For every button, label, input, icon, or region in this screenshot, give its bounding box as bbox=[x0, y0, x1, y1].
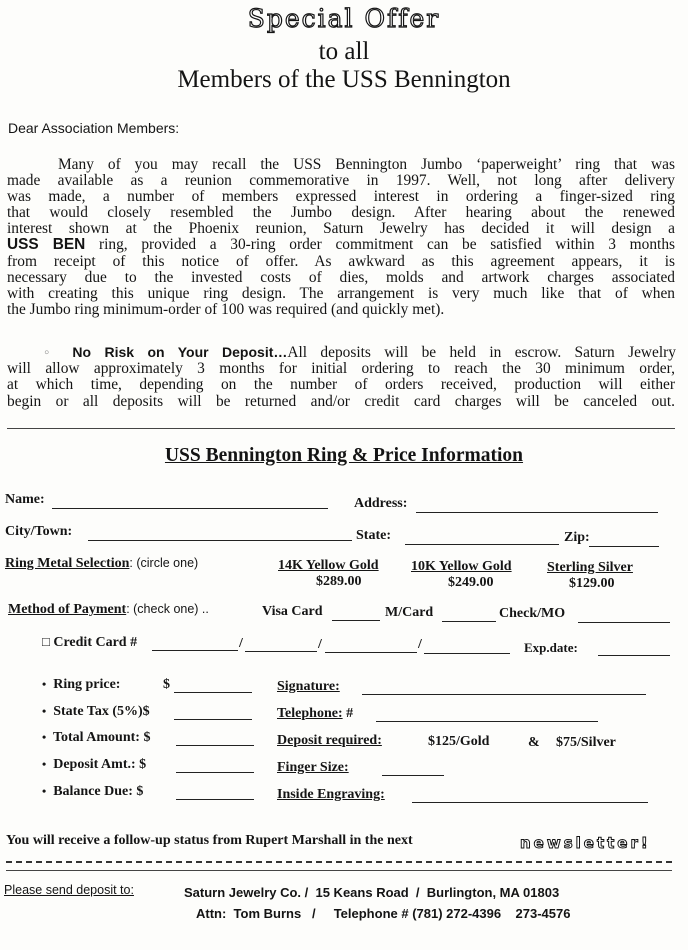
ring-metal-label: Ring Metal Selection bbox=[5, 556, 130, 571]
divider-bottom bbox=[6, 870, 672, 871]
para2-line3: at which time, depending on the number of orders received, production will either bbox=[7, 376, 675, 393]
metal-silver-price: $129.00 bbox=[569, 576, 615, 591]
para1-line8: necessary due to the invested costs of dies, molds and artwork charges associated bbox=[7, 269, 675, 286]
ring-metal-row bbox=[5, 556, 198, 572]
checkmo-label: Check/MO bbox=[499, 606, 566, 621]
bullet-icon: • bbox=[42, 704, 47, 718]
metal-silver-option[interactable]: Sterling Silver bbox=[547, 560, 633, 575]
metal-10k-price: $249.00 bbox=[448, 575, 494, 590]
footer-attn: Attn: Tom Burns / Telephone # (781) 272-4396 273-4576 bbox=[196, 906, 571, 921]
ring-price-dollar: $ bbox=[163, 677, 170, 692]
title-members: Members of the USS Bennington bbox=[177, 66, 511, 93]
telephone-field[interactable] bbox=[376, 721, 598, 722]
para1-line2: made available as a reunion commemorative in 1997. Well, not long after delivery bbox=[7, 172, 675, 189]
para1-line3: was made, a number of members expressed interest in ordering a finger-sized ring bbox=[7, 188, 675, 205]
metal-10k-option[interactable]: 10K Yellow Gold bbox=[411, 559, 512, 574]
total-field[interactable] bbox=[176, 745, 254, 746]
bullet-icon: • bbox=[42, 730, 47, 744]
para1-line1: Many of you may recall the USS Bennington Jumbo ‘paperweight’ ring that was bbox=[58, 156, 675, 173]
cc-slash-3: / bbox=[418, 637, 422, 652]
visa-check-field[interactable] bbox=[332, 620, 380, 621]
para2-line2: will allow approximately 3 months for initial ordering to reach the 30 minimum order, bbox=[7, 360, 675, 377]
finger-size-label: Finger Size: bbox=[277, 760, 349, 775]
total-row bbox=[42, 730, 150, 746]
checkmo-check-field[interactable] bbox=[578, 622, 670, 623]
deposit-silver: $75/Silver bbox=[556, 735, 616, 750]
para2-line1-rest: All deposits will be held in escrow. Saturn Jewelry bbox=[287, 344, 676, 361]
cc-field-4[interactable] bbox=[424, 653, 510, 654]
signature-field[interactable] bbox=[362, 694, 646, 695]
signature-label: Signature: bbox=[277, 679, 340, 694]
visa-label: Visa Card bbox=[262, 604, 323, 619]
name-field[interactable] bbox=[52, 508, 328, 509]
deposit-amp: & bbox=[528, 735, 540, 750]
name-label: Name: bbox=[5, 492, 45, 507]
no-risk-heading: No Risk on Your Deposit… bbox=[72, 344, 288, 360]
telephone-row bbox=[277, 706, 353, 722]
circle-one-note: : (circle one) bbox=[129, 556, 199, 570]
deposit-amt-field[interactable] bbox=[176, 772, 254, 773]
cc-slash-2: / bbox=[318, 637, 322, 652]
section-title: USS Bennington Ring & Price Information bbox=[164, 445, 524, 466]
zip-label: Zip: bbox=[564, 530, 590, 545]
para1-line6 bbox=[7, 237, 675, 253]
para1-line6-rest: ring, provided a 30-ring order commitment can be satisfied within 3 months bbox=[85, 236, 676, 253]
para1-line4: that would closely resembled the Jumbo design. After hearing about the renewed bbox=[7, 204, 675, 221]
total-label: Total Amount: $ bbox=[52, 730, 151, 745]
zip-field[interactable] bbox=[589, 546, 659, 547]
ring-price-label: Ring price: bbox=[53, 677, 121, 692]
para1-line7: from receipt of this notice of offer. As awkward as this agreement appears, it is bbox=[7, 253, 675, 270]
balance-row bbox=[42, 784, 143, 800]
deposit-amt-row bbox=[42, 757, 146, 773]
balance-label: Balance Due: $ bbox=[53, 784, 144, 799]
cc-field-2[interactable] bbox=[245, 651, 317, 652]
ring-price-field[interactable] bbox=[174, 692, 252, 693]
title-special-offer: Special Offer bbox=[247, 4, 441, 33]
cc-field-3[interactable] bbox=[325, 652, 417, 653]
uss-ben-bold: USS BEN bbox=[7, 236, 86, 253]
para2-line4: begin or all deposits will be returned and/or credit card charges will be canceled out. bbox=[7, 393, 675, 410]
address-label: Address: bbox=[354, 496, 408, 511]
send-deposit-label: Please send deposit to: bbox=[4, 883, 134, 897]
metal-14k-option[interactable]: 14K Yellow Gold bbox=[278, 558, 379, 573]
para1-line9: with creating this unique ring design. The arrangement is very much like that of when bbox=[7, 285, 675, 302]
finger-size-field[interactable] bbox=[382, 775, 444, 776]
deposit-gold: $125/Gold bbox=[428, 734, 490, 749]
credit-card-label: Credit Card # bbox=[53, 635, 138, 650]
state-tax-label: State Tax (5%)$ bbox=[53, 704, 150, 719]
state-tax-row bbox=[42, 704, 150, 720]
bullet-circle-icon: ◦ bbox=[44, 344, 59, 361]
footer-address: Saturn Jewelry Co. / 15 Keans Road / Burlington, MA 01803 bbox=[184, 885, 560, 900]
cc-slash-1: / bbox=[239, 636, 243, 651]
newsletter-word: newsletter! bbox=[520, 834, 651, 852]
telephone-label: Telephone: bbox=[277, 706, 343, 721]
para1-line10: the Jumbo ring minimum-order of 100 was required (and quickly met). bbox=[7, 301, 445, 318]
balance-field[interactable] bbox=[176, 799, 254, 800]
method-label: Method of Payment bbox=[8, 602, 127, 617]
bullet-icon: • bbox=[42, 757, 47, 771]
mcard-check-field[interactable] bbox=[442, 621, 496, 622]
dashed-divider bbox=[6, 861, 672, 863]
exp-date-field[interactable] bbox=[598, 655, 670, 656]
credit-card-row bbox=[42, 634, 137, 651]
followup-text: You will receive a follow-up status from Rupert Marshall in the next bbox=[6, 833, 413, 848]
mcard-label: M/Card bbox=[385, 605, 434, 620]
para1-line5: interest shown at the Phoenix reunion, Saturn Jewelry has decided it will design a bbox=[7, 220, 675, 237]
engraving-field[interactable] bbox=[412, 802, 648, 803]
bullet-icon: • bbox=[42, 784, 47, 798]
divider bbox=[7, 428, 675, 429]
state-field[interactable] bbox=[405, 544, 559, 545]
payment-row bbox=[8, 602, 209, 618]
metal-14k-price: $289.00 bbox=[316, 574, 362, 589]
bullet-icon: • bbox=[42, 677, 47, 691]
deposit-amt-label: Deposit Amt.: $ bbox=[53, 757, 147, 772]
state-tax-field[interactable] bbox=[174, 719, 252, 720]
deposit-required-label: Deposit required: bbox=[277, 733, 382, 748]
city-field[interactable] bbox=[88, 540, 352, 541]
title-to-all: to all bbox=[318, 38, 370, 65]
address-field[interactable] bbox=[416, 512, 658, 513]
cc-field-1[interactable] bbox=[152, 650, 238, 651]
checkbox-icon[interactable]: □ bbox=[42, 634, 50, 649]
engraving-label: Inside Engraving: bbox=[277, 787, 385, 802]
telephone-hash: # bbox=[346, 706, 354, 721]
salutation: Dear Association Members: bbox=[8, 120, 180, 136]
check-one-note: : (check one) .. bbox=[126, 602, 209, 616]
ring-price-row bbox=[42, 677, 120, 693]
city-label: City/Town: bbox=[5, 524, 73, 539]
state-label: State: bbox=[356, 528, 391, 543]
exp-date-label: Exp.date: bbox=[524, 640, 578, 655]
para2-line1 bbox=[44, 345, 676, 361]
